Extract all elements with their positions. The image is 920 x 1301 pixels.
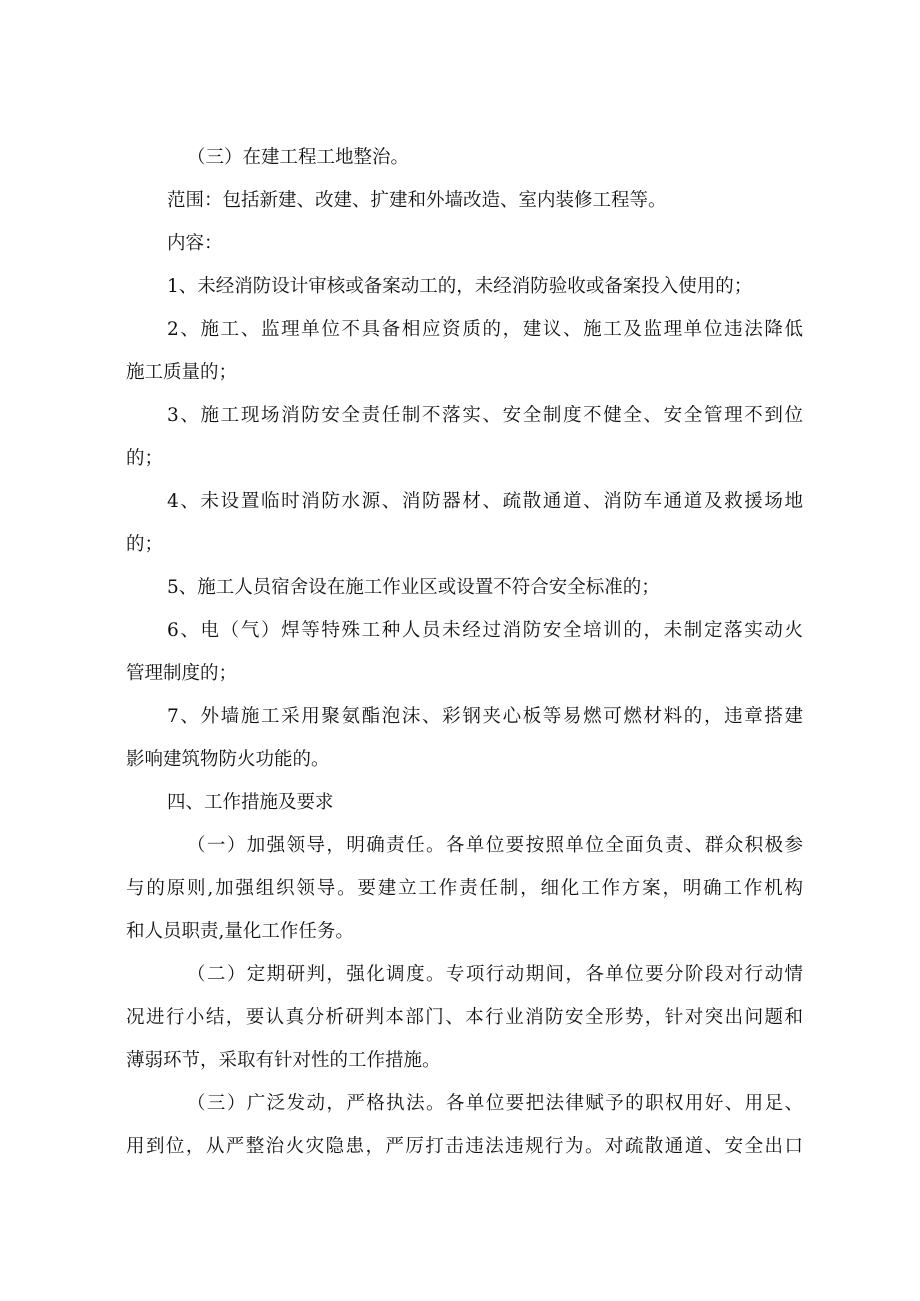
item-1-line: 1、未经消防设计审核或备案动工的，未经消防验收或备案投入使用的； [167, 276, 753, 297]
measure-1-line-2: 与的原则,加强组织领导。要建立工作责任制，细化工作方案，明确工作机构 [126, 878, 803, 899]
item-5-line: 5、施工人员宿舍设在施工作业区或设置不符合安全标准的； [167, 577, 660, 598]
item-6-line-2: 管理制度的； [126, 663, 238, 684]
item-6-line-1: 6、电（气）焊等特殊工种人员未经过消防安全培训的，未制定落实动火 [167, 620, 803, 641]
section-heading-measures: 四、工作措施及要求 [167, 792, 334, 813]
item-2-line-2: 施工质量的； [126, 362, 238, 383]
measure-1-line-1: （一）加强领导，明确责任。各单位要按照单位全面负责、群众积极参 [187, 835, 803, 856]
item-2-line-1: 2、施工、监理单位不具备相应资质的，建议、施工及监理单位违法降低 [167, 319, 803, 340]
item-7-line-1: 7、外墙施工采用聚氨酯泡沫、彩钢夹心板等易燃可燃材料的，违章搭建 [167, 706, 803, 727]
content-label: 内容： [167, 233, 223, 254]
measure-2-line-1: （二）定期研判，强化调度。专项行动期间，各单位要分阶段对行动情 [187, 964, 803, 985]
item-4-line-1: 4、未设置临时消防水源、消防器材、疏散通道、消防车通道及救援场地 [167, 491, 803, 512]
measure-1-line-3: 和人员职责,量化工作任务。 [126, 921, 354, 942]
item-3-line-1: 3、施工现场消防安全责任制不落实、安全制度不健全、安全管理不到位 [167, 405, 803, 426]
measure-3-line-2: 用到位，从严整治火灾隐患，严厉打击违法违规行为。对疏散通道、安全出口 [126, 1136, 803, 1157]
measure-3-line-1: （三）广泛发动，严格执法。各单位要把法律赋予的职权用好、用足、 [187, 1093, 803, 1114]
scope-line: 范围：包括新建、改建、扩建和外墙改造、室内装修工程等。 [167, 190, 667, 211]
section-heading-construction-site: （三）在建工程工地整治。 [187, 147, 410, 168]
item-4-line-2: 的； [126, 534, 164, 555]
item-7-line-2: 影响建筑物防火功能的。 [126, 749, 330, 770]
measure-2-line-3: 薄弱环节，采取有针对性的工作措施。 [126, 1050, 441, 1071]
measure-2-line-2: 况进行小结，要认真分析研判本部门、本行业消防安全形势，针对突出问题和 [126, 1007, 803, 1028]
item-3-line-2: 的； [126, 448, 164, 469]
